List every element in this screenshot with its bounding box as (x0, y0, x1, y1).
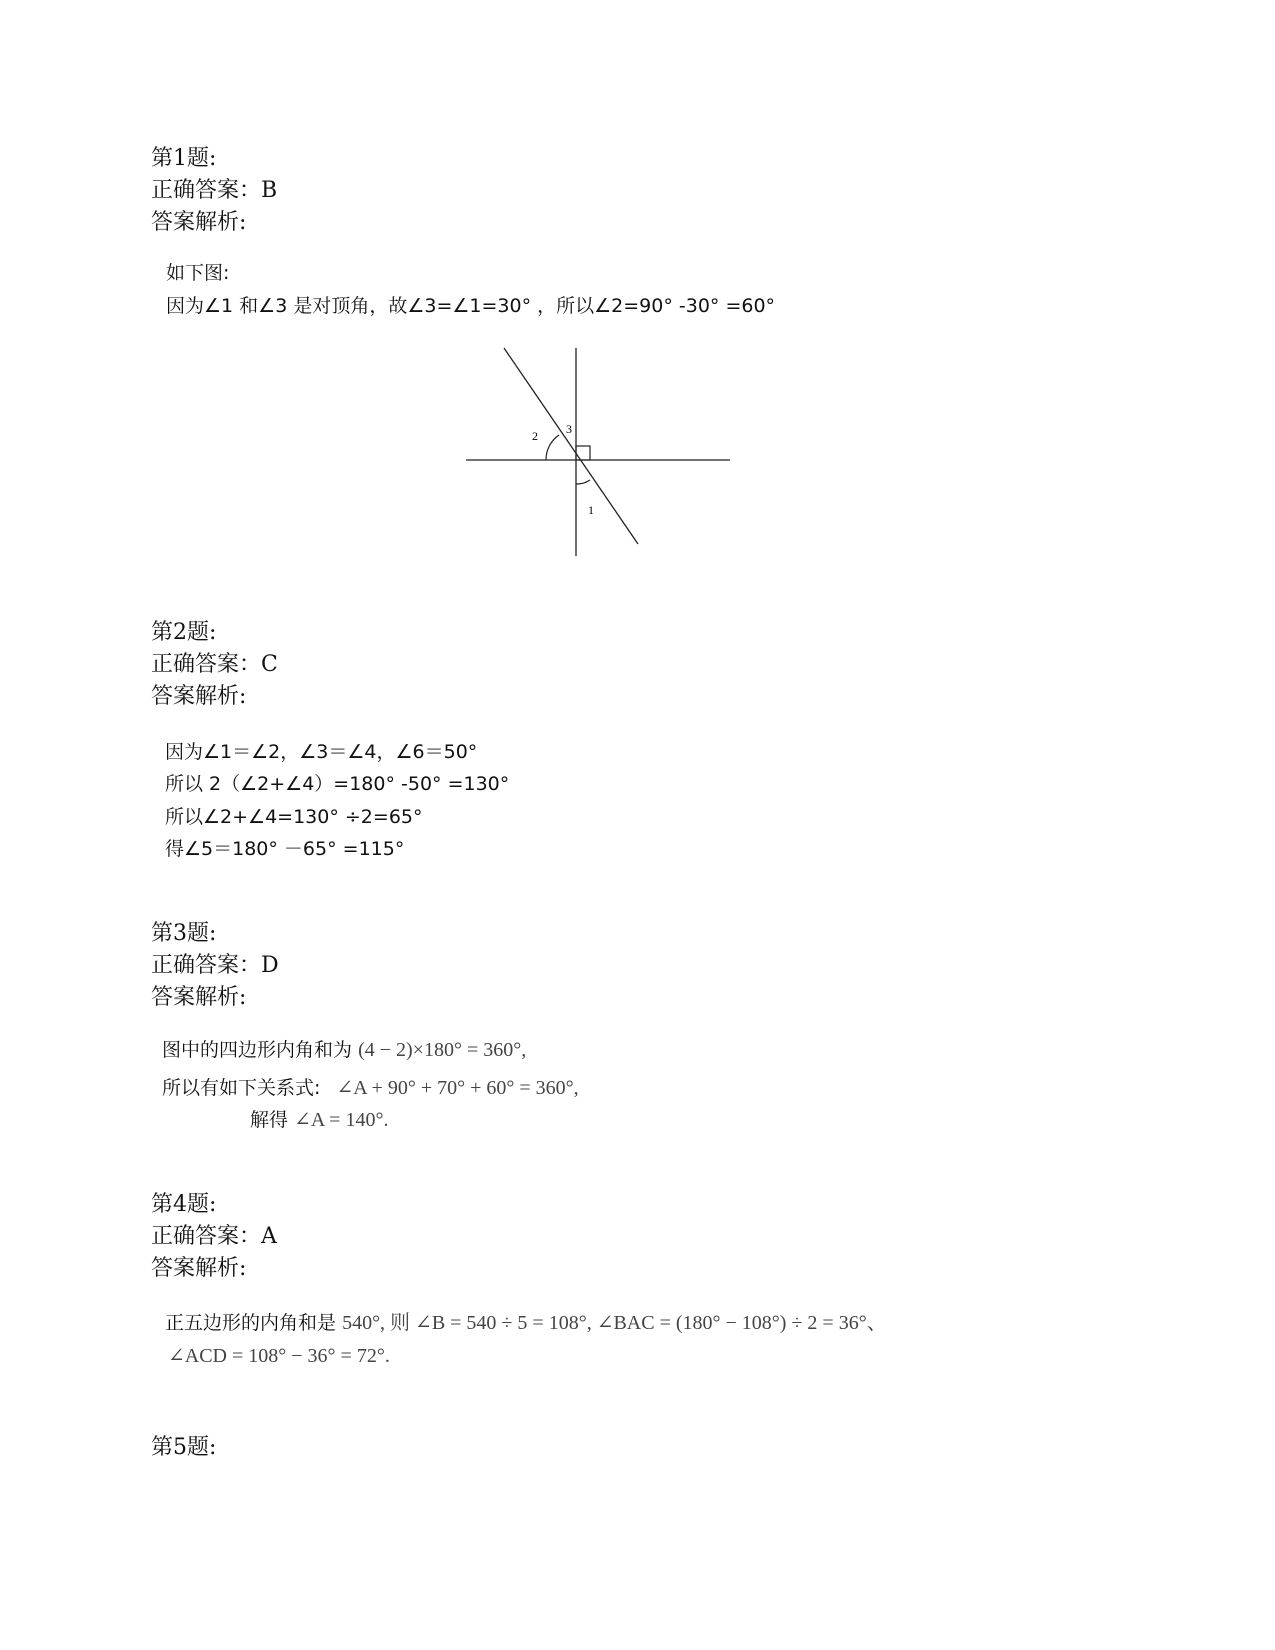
solution-line: 因为∠1＝∠2，∠3＝∠4，∠6＝50° (165, 741, 478, 763)
angle-figure (460, 340, 740, 560)
solution-line (168, 1343, 390, 1368)
solution-formula: ∠A = 140°. (294, 1109, 389, 1131)
angle-label-3: 3 (566, 422, 572, 436)
question-title: 第2题: (151, 620, 217, 645)
solution-line (250, 1105, 388, 1132)
solution-formula: (4 − 2)×180° = 360°, (358, 1039, 527, 1061)
diagonal-line (504, 348, 638, 544)
solution-line (165, 1306, 887, 1335)
question-title: 第4题: (151, 1192, 217, 1217)
solution-text: 解得 (250, 1109, 289, 1131)
analysis-label: 答案解析: (151, 684, 247, 709)
correct-answer: 正确答案：D (151, 953, 279, 978)
solution-text: 所以有如下关系式: (162, 1077, 321, 1099)
question-title: 第1题: (151, 146, 217, 171)
solution-line: 所以 2（∠2+∠4）=180° -50° =130° (165, 773, 510, 795)
analysis-label: 答案解析: (151, 985, 247, 1010)
correct-answer: 正确答案：A (151, 1224, 277, 1249)
analysis-label: 答案解析: (151, 1256, 247, 1281)
solution-formula: ∠A + 90° + 70° + 60° = 360°, (336, 1077, 579, 1099)
analysis-label: 答案解析: (151, 210, 247, 235)
question-title: 第3题: (151, 921, 217, 946)
solution-line: 如下图: (166, 262, 230, 284)
question-1-header (151, 143, 277, 239)
solution-formula: 540°, 则 ∠B = 540 ÷ 5 = 108°, ∠BAC = (180° − 108°) ÷ 2 = 36°、 (342, 1312, 887, 1334)
question-title: 第5题: (151, 1435, 217, 1460)
question-5-header (151, 1432, 216, 1464)
correct-answer: 正确答案：B (151, 178, 278, 203)
solution-line: 得∠5＝180° －65° =115° (165, 838, 405, 860)
solution-line (162, 1073, 579, 1100)
correct-answer: 正确答案：C (151, 652, 278, 677)
solution-line: 因为∠1 和∠3 是对顶角，故∠3=∠1=30° ，所以∠2=90° -30° =60° (166, 295, 776, 317)
question-2-header (151, 617, 278, 713)
question-4-header (151, 1189, 277, 1285)
question-3-header (151, 918, 279, 1014)
angle-1-arc (576, 480, 590, 484)
angle-2-arc (546, 435, 559, 460)
solution-line: 所以∠2+∠4=130° ÷2=65° (165, 806, 423, 828)
solution-text: 正五边形的内角和是 (165, 1312, 337, 1334)
solution-formula: ∠ACD = 108° − 36° = 72°. (168, 1345, 390, 1367)
right-angle-mark (576, 446, 590, 460)
solution-line (162, 1035, 526, 1062)
angle-label-2: 2 (532, 429, 538, 443)
angle-label-1: 1 (588, 503, 594, 517)
solution-text: 图中的四边形内角和为 (162, 1039, 353, 1061)
